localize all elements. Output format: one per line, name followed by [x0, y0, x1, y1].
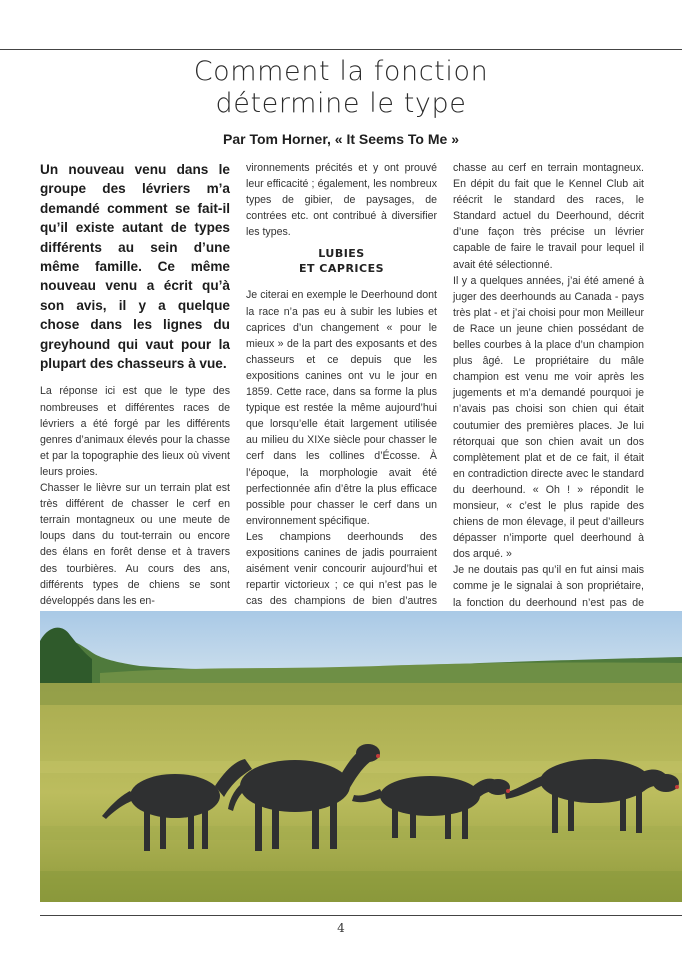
- page-number: 4: [337, 921, 345, 935]
- paragraph: chasse au cerf en terrain montagneux. En dépit du fait que le Kennel Club ait réécrit le standard des races, le Standard actuel du Deerhound, décrit d’une façon très précise un lévrier capable de faire le travail pour lequel il avait été sélectionné.: [453, 162, 644, 271]
- column-2: [246, 160, 437, 658]
- top-rule: [0, 49, 682, 50]
- lead-paragraph: Un nouveau venu dans le groupe des lévriers m’a demandé comment se fait-il qu’il existe autant de types différents au sein d’une même famille. Ce même nouveau venu a écrit qu’à son avis, il y a quelque chose dans les lignes du greyhound qui vaut pour la plupart des chasseurs à vue.: [40, 162, 230, 372]
- title-line-1: Comment la fonction: [193, 56, 489, 87]
- title-line-2: détermine le type: [215, 88, 467, 119]
- column-3: [453, 160, 644, 627]
- paragraph: Chasser le lièvre sur un terrain plat est très différent de chasser le cerf en terrain montagneux ou une meute de loups dans du tout-terrain ou encore des élans en forêt dense et à travers des tourbières. Au cours des ans, différents types de chiens se sont développés dans les en-: [40, 482, 230, 607]
- deerhounds-photo: [40, 611, 682, 902]
- paragraph: Il y a quelques années, j’ai été amené à juger des deerhounds au Canada - pays très plat - et j’ai choisi pour mon Meilleur de Race un jeune chien possédant de belles courbes à la place d’un champion plus âgé. Le propriétaire du mâle champion est venu me voir après les jugements et m’a demandé pourquoi je n’avais pas choisi son chien qui était coutumier des premières places. Je lui rétorquai que son chien avait un dos complètement plat et de ce fait, il était en contradiction directe avec le standard du deerhound. « Oh ! » répondit le monsieur, « c’est le plus rapide des chiens de mon élevage, il peut d’ailleurs dépasser n’importe quel deerhound à dos arqué. »: [453, 274, 644, 561]
- paragraph: Je ne doutais pas qu’il en fut ainsi mais comme je le signalai à son propriétaire, la fonction du deerhound n’est pas de: [453, 564, 644, 609]
- paragraph: La réponse ici est que le type des nombreuses et différentes races de lévriers a été forgé par les différents genres d’animaux élevés pour la chasse et par la topographie des lieux où vivent leurs proies.: [40, 385, 230, 478]
- section-heading: [246, 246, 437, 276]
- paragraph: Je citerai en exemple le Deerhound dont la race n’a pas eu à subir les lubies et caprices d’un changement « pour le mieux » de la part des exposants et des chasseurs et ce depuis que les expositions canines ont vu le jour en 1859. Cette race, dans sa forme la plus typique est restée la même aujourd’hui que lorsqu’elle était largement utilisée au milieu du XIXe siècle pour chasser le cerf dans les collines d’Écosse. À l’époque, la morphologie avait été perfectionnée afin d’être la plus efficace possible pour chasser le cerf dans un environnement spécifique.: [246, 289, 437, 527]
- column-1: [40, 160, 230, 609]
- article-title: [0, 56, 682, 120]
- paragraph: vironnements précités et y ont prouvé leur efficacité ; également, les nombreux types de gibier, de paysages, de contrées etc. ont contribué à diversifier les types.: [246, 162, 437, 239]
- bottom-rule: [40, 915, 682, 916]
- paragraph: Les champions deerhounds des expositions canines de jadis pourraient aisément venir concourir aujourd’hui et repartir victorieux ; ce qui n’est pas le cas des champions de bien d’autres: [246, 530, 437, 608]
- section-heading-line-2: ET CAPRICES: [298, 262, 385, 276]
- section-heading-line-1: LUBIES: [318, 247, 365, 261]
- byline: Par Tom Horner, « It Seems To Me »: [223, 131, 459, 147]
